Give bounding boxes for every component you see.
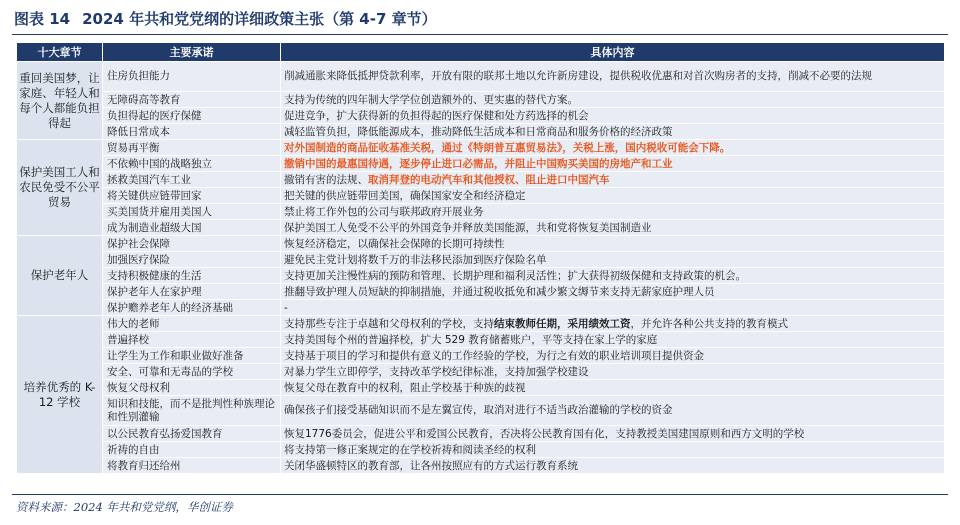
- content-text: 支持那些专注于卓越和父母权利的学校，支持: [284, 317, 494, 330]
- table-row: [17, 348, 945, 364]
- content-text: 保护美国工人免受不公平的外国竞争并释放美国能源，共和党将恢复美国制造业: [284, 221, 652, 234]
- table-row: [17, 140, 945, 156]
- chapter-cell: 保护老年人: [17, 236, 103, 316]
- commitment-cell: 恢复父母权利: [103, 380, 281, 396]
- table-row: [17, 124, 945, 140]
- content-cell: [281, 220, 945, 236]
- table-row: [17, 458, 945, 474]
- commitment-cell: 以公民教育弘扬爱国教育: [103, 426, 281, 442]
- highlighted-text: 取消拜登的电动汽车和其他授权、阻止进口中国汽车: [368, 173, 610, 186]
- content-cell: [281, 204, 945, 220]
- figure-title: [14, 6, 437, 32]
- commitment-cell: 安全、可靠和无毒品的学校: [103, 364, 281, 380]
- table-row: [17, 204, 945, 220]
- content-text: 恢复父母在教育中的权利，阻止学校基于种族的歧视: [284, 381, 526, 394]
- content-cell: [281, 268, 945, 284]
- table-row: [17, 284, 945, 300]
- table-row: [17, 396, 945, 426]
- table-row: [17, 442, 945, 458]
- content-cell: [281, 316, 945, 332]
- commitment-cell: 保护老年人在家护理: [103, 284, 281, 300]
- commitment-cell: 支持积极健康的生活: [103, 268, 281, 284]
- table-row: [17, 252, 945, 268]
- bold-text: 结束教师任期，采用绩效工资: [494, 317, 631, 330]
- content-text: 避免民主党计划将数千万的非法移民添加到医疗保险名单: [284, 253, 547, 266]
- content-text: 禁止将工作外包的公司与联邦政府开展业务: [284, 205, 484, 218]
- content-text: 支持为传统的四年制大学学位创造额外的、更实惠的替代方案。: [284, 93, 578, 106]
- commitment-cell: 加强医疗保险: [103, 252, 281, 268]
- commitment-cell: 负担得起的医疗保健: [103, 108, 281, 124]
- source-note: 资料来源：2024 年共和党党纲，华创证券: [16, 500, 233, 514]
- table-row: [17, 188, 945, 204]
- bottom-rule: [12, 494, 948, 495]
- commitment-cell: 伟大的老师: [103, 316, 281, 332]
- table-row: [17, 92, 945, 108]
- commitment-cell: 拯救美国汽车工业: [103, 172, 281, 188]
- title-rule: [12, 34, 948, 35]
- table-row: [17, 220, 945, 236]
- table-header-row: [17, 43, 945, 62]
- content-cell: [281, 396, 945, 426]
- content-cell: [281, 92, 945, 108]
- content-text: ，并允许各种公共支持的教育模式: [630, 317, 788, 330]
- highlighted-text: 撤销中国的最惠国待遇，逐步停止进口必需品，并阻止中国购买美国的房地产和工业: [284, 157, 673, 170]
- commitment-cell: 不依赖中国的战略独立: [103, 156, 281, 172]
- commitment-cell: 保护社会保障: [103, 236, 281, 252]
- table-row: [17, 332, 945, 348]
- content-cell: [281, 140, 945, 156]
- header-content: 具体内容: [281, 43, 945, 62]
- content-cell: [281, 188, 945, 204]
- header-chapter: 十大章节: [17, 43, 103, 62]
- content-cell: [281, 62, 945, 92]
- figure-title-text: 2024 年共和党党纲的详细政策主张（第 4-7 章节）: [82, 10, 437, 28]
- content-cell: [281, 348, 945, 364]
- commitment-cell: 祈祷的自由: [103, 442, 281, 458]
- content-cell: [281, 458, 945, 474]
- content-text: 促进竞争，扩大获得新的负担得起的医疗保健和处方药选择的机会: [284, 109, 589, 122]
- content-cell: [281, 364, 945, 380]
- content-text: 恢复经济稳定，以确保社会保障的长期可持续性: [284, 237, 505, 250]
- content-cell: [281, 172, 945, 188]
- content-text: 减轻监管负担，降低能源成本，推动降低生活成本和日常商品和服务价格的经济政策: [284, 125, 673, 138]
- table-row: [17, 156, 945, 172]
- content-cell: [281, 284, 945, 300]
- content-cell: [281, 426, 945, 442]
- chapter-cell: 培养优秀的 K-12 学校: [17, 316, 103, 474]
- table-row: [17, 300, 945, 316]
- header-commitment: 主要承诺: [103, 43, 281, 62]
- content-cell: [281, 442, 945, 458]
- content-text: 将支持第一修正案规定的在学校祈祷和阅读圣经的权利: [284, 443, 536, 456]
- content-text: 削减通胀来降低抵押贷款利率，开放有限的联邦土地以允许新房建设，提供税收优惠和对首次购房者的支持，削减不必要的法规: [284, 70, 872, 82]
- content-text: 把关键的供应链带回美国，确保国家安全和经济稳定: [284, 189, 526, 202]
- table-row: [17, 236, 945, 252]
- content-text: 对暴力学生立即停学，支持改革学校纪律标准，支持加强学校建设: [284, 365, 589, 378]
- commitment-cell: 无障碍高等教育: [103, 92, 281, 108]
- content-cell: [281, 124, 945, 140]
- highlighted-text: 对外国制造的商品征收基准关税，通过《特朗普互惠贸易法》，关税上涨，国内税收可能会下降。: [284, 141, 731, 154]
- figure-label: 图表 14: [14, 10, 71, 28]
- commitment-cell: 买美国货并雇用美国人: [103, 204, 281, 220]
- commitment-cell: 将教育归还给州: [103, 458, 281, 474]
- table-row: [17, 268, 945, 284]
- content-text: 关闭华盛顿特区的教育部，让各州按照应有的方式运行教育系统: [284, 459, 578, 472]
- table-row: [17, 380, 945, 396]
- table-row: [17, 172, 945, 188]
- content-text: 确保孩子们接受基础知识而不是左翼宣传，取消对进行不适当政治灌输的学校的资金: [284, 404, 673, 416]
- policy-table: [16, 42, 945, 474]
- table-row: [17, 62, 945, 92]
- content-text: 恢复1776委员会，促进公平和爱国公民教育，否决将公民教育国有化，支持教授美国建国原则和西方文明的学校: [284, 427, 805, 440]
- commitment-cell: 贸易再平衡: [103, 140, 281, 156]
- table-row: [17, 364, 945, 380]
- table-row: [17, 316, 945, 332]
- commitment-cell: 让学生为工作和职业做好准备: [103, 348, 281, 364]
- content-cell: [281, 156, 945, 172]
- commitment-cell: 将关键供应链带回家: [103, 188, 281, 204]
- content-text: 撤销有害的法规、: [284, 173, 368, 186]
- commitment-cell: 知识和技能，而不是批判性种族理论和性别灌输: [103, 396, 281, 426]
- commitment-cell: 成为制造业超级大国: [103, 220, 281, 236]
- content-cell: [281, 332, 945, 348]
- content-text: 支持基于项目的学习和提供有意义的工作经验的学校，为行之有效的职业培训项目提供资金: [284, 349, 704, 362]
- content-cell: [281, 108, 945, 124]
- content-cell: [281, 236, 945, 252]
- content-cell: [281, 300, 945, 316]
- table-body: [17, 62, 945, 474]
- content-text: 支持更加关注慢性病的预防和管理、长期护理和福利灵活性；扩大获得初级保健和支持政策的机会。: [284, 269, 746, 282]
- chapter-cell: 保护美国工人和农民免受不公平贸易: [17, 140, 103, 236]
- content-cell: [281, 252, 945, 268]
- table-row: [17, 426, 945, 442]
- commitment-cell: 住房负担能力: [103, 62, 281, 92]
- commitment-cell: 普遍择校: [103, 332, 281, 348]
- commitment-cell: 保护赡养老年人的经济基础: [103, 300, 281, 316]
- content-text: 支持美国每个州的普遍择校，扩大 529 教育储蓄账户，平等支持在家上学的家庭: [284, 333, 658, 346]
- content-cell: [281, 380, 945, 396]
- table-row: [17, 108, 945, 124]
- commitment-cell: 降低日常成本: [103, 124, 281, 140]
- chapter-cell: 重回美国梦，让家庭、年轻人和每个人都能负担得起: [17, 62, 103, 140]
- content-text: 推翻导致护理人员短缺的抑制措施，并通过税收抵免和减少繁文缛节来支持无薪家庭护理人员: [284, 285, 715, 298]
- content-text: -: [284, 301, 288, 314]
